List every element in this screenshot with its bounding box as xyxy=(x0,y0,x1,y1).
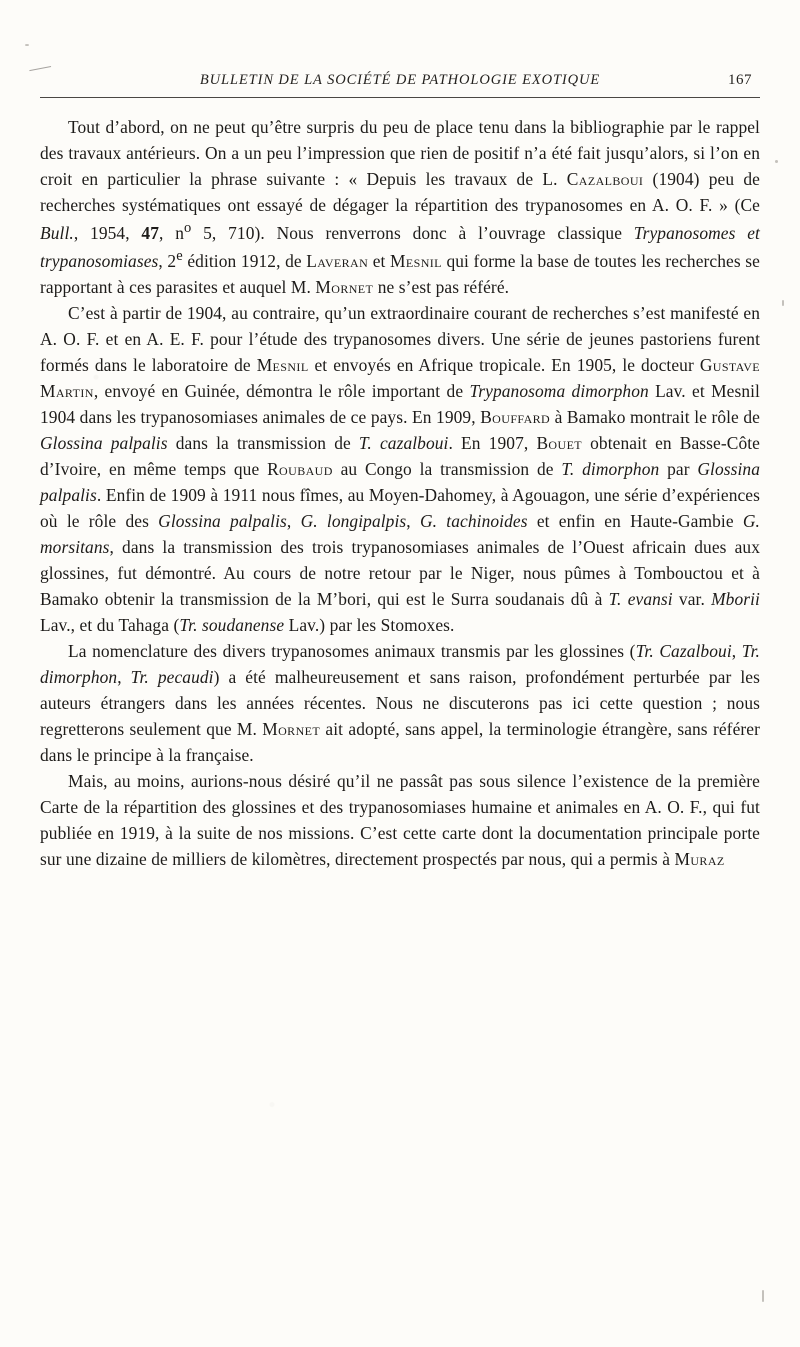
header-rule xyxy=(40,97,760,98)
page-content xyxy=(40,72,760,872)
paper-speck xyxy=(25,44,29,46)
paragraph-3: La nomenclature des divers trypanosomes animaux transmis par les glossines (Tr. Cazalboui, Tr. dimorphon, Tr. pecaudi) a été malheureusement et sans raison, profondément perturbée par les auteurs étrangers dans les années récentes. Nous ne discuterons pas ici cette question ; nous regretterons seulement que M. Mornet ait adopté, sans appel, la terminologie étrangère, sans référer dans le principe à la française. xyxy=(40,640,760,765)
running-head-title: BULLETIN DE LA SOCIÉTÉ DE PATHOLOGIE EXOTIQUE xyxy=(199,72,601,88)
paragraph-2: C’est à partir de 1904, au contraire, qu’un extraordinaire courant de recherches s’est manifesté en A. O. F. et en A. E. F. pour l’étude des trypanosomes divers. Une série de jeunes pastoriens furent formés dans le laboratoire de Mesnil et envoyés en Afrique tropicale. En 1905, le docteur Gustave Martin, envoyé en Guinée, démontra le rôle important de Trypanosoma dimorphon Lav. et Mesnil 1904 dans les trypanosomiases animales de ce pays. En 1909, Bouffard à Bamako montrait le rôle de Glossina palpalis dans la transmission de T. cazalboui. En 1907, Bouet obtenait en Basse-Côte d’Ivoire, en même temps que Roubaud au Congo la transmission de T. dimorphon par Glossina palpalis. Enfin de 1909 à 1911 nous fîmes, au Moyen-Dahomey, à Agouagon, une série d’expériences où le rôle des Glossina palpalis, G. longipalpis, G. tachinoides et enfin en Haute-Gambie G. morsitans, dans la transmission des trois trypanosomiases animales de l’Ouest africain dues aux glossines, fut démontré. Au cours de notre retour par le Niger, nous pûmes à Tombouctou et à Bamako obtenir la transmission de la M’bori, qui est le Surra soudanais dû à T. evansi var. Mborii Lav., et du Tahaga (Tr. soudanense Lav.) par les Stomoxes. xyxy=(40,302,761,635)
paragraph-4: Mais, au moins, aurions-nous désiré qu’il ne passât pas sous silence l’existence de la première Carte de la répartition des glossines et des trypanosomiases humaine et animales en A. O. F., qui fut publiée en 1919, à la suite de nos missions. C’est cette carte dont la documentation principale porte sur une dizaine de milliers de kilomètres, directement prospectés par nous, qui a permis à Muraz xyxy=(40,770,760,870)
paragraph-1: Tout d’abord, on ne peut qu’être surpris du peu de place tenu dans la bibliographie par le rappel des travaux antérieurs. On a un peu l’impression que rien de positif n’a été fait jusqu’alors, si l’on en croit en particulier la phrase suivante : « Depuis les travaux de L. Cazalboui (1904) peu de recherches systématiques ont essayé de dégager la répartition des trypanosomes en A. O. F. » (Ce Bull., 1954, 47, $n^o$ 5, 710). Nous renverrons donc à l’ouvrage classique Trypanosomes et trypanosomiases, 2e édition 1912, de Laveran et Mesnil qui forme la base de toutes les recherches se rapportant à ces parasites et auquel M. Mornet ne s’est pas référé. xyxy=(40,117,760,297)
page-number: 167 xyxy=(728,72,752,88)
paper-speck xyxy=(775,160,778,163)
paper-speck xyxy=(782,300,784,306)
running-head xyxy=(40,72,760,95)
body-text xyxy=(40,114,760,872)
paper-speck xyxy=(762,1290,764,1302)
